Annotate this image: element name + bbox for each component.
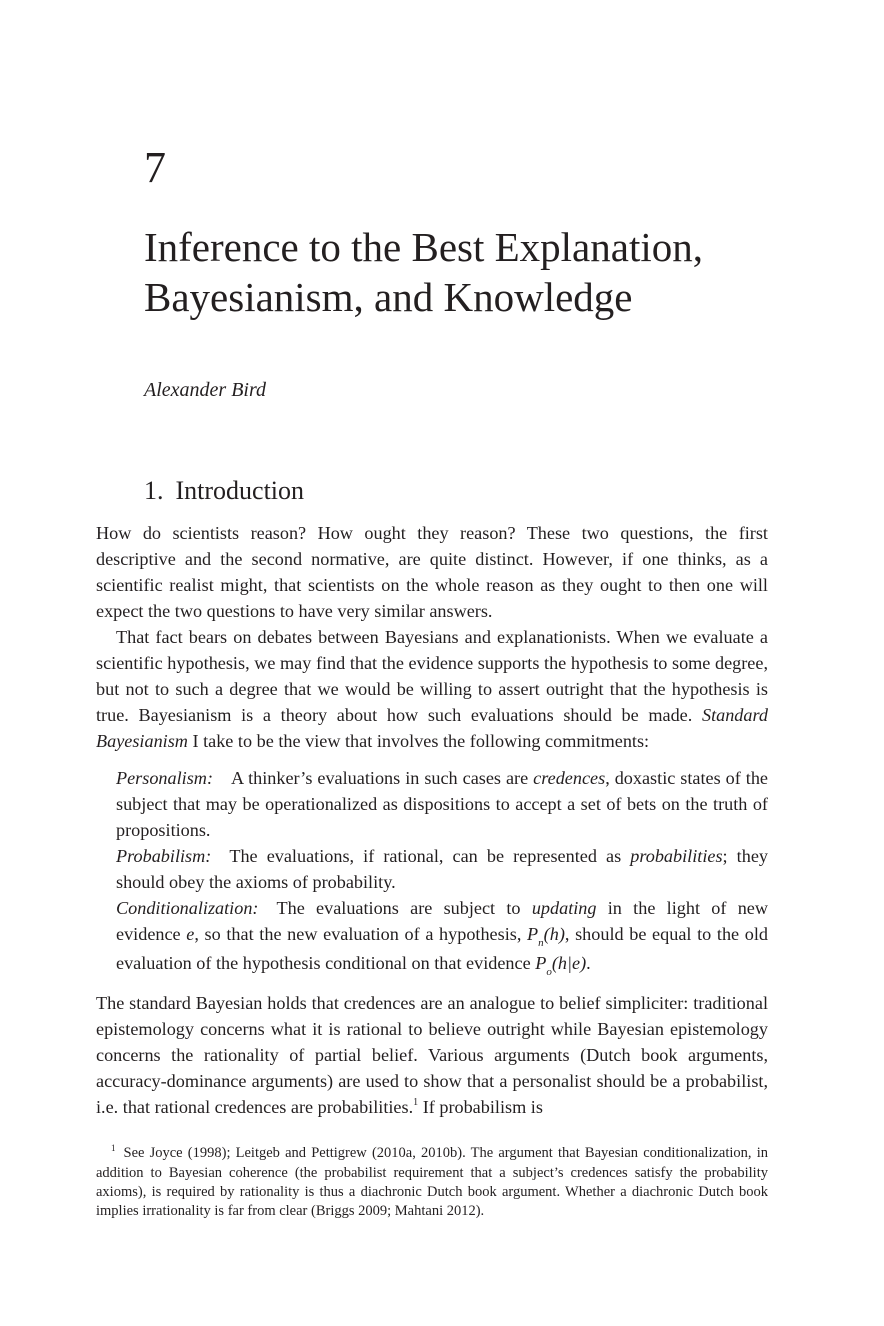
footnote-text: See Joyce (1998); Leitgeb and Pettigrew (2010a, 2010b). The argument that Bayesian conditionalization, in addition to Bayesian coherence (the probabilist requirement that a subject’s credences satisfy the probability axioms), is required by rationality is thus a diachronic Dutch book argument. Whether a diachronic Dutch book implies irrationality is far from clear (Briggs 2009; Mahtani 2012). xyxy=(96,1145,768,1219)
paragraph-3 xyxy=(96,990,768,1124)
probability-symbol: P xyxy=(527,924,539,944)
definition-emphasis: credences xyxy=(533,768,606,788)
footnote-1 xyxy=(96,1144,768,1221)
definition-emphasis: probabilities xyxy=(630,846,723,866)
definition-text: in the light of new evidence xyxy=(116,898,768,944)
author-name: Alexander Bird xyxy=(144,379,267,401)
definition-text: The evaluations, if rational, can be represented as xyxy=(229,846,631,866)
chapter-title xyxy=(144,222,784,322)
old-evaluation-argument: (h|e) xyxy=(551,953,587,973)
subscript-n: n xyxy=(538,937,544,949)
definition-personalism xyxy=(116,765,768,843)
definition-term: Conditionalization: xyxy=(116,898,259,918)
standard-bayesianism-term: Standard Bayesianism xyxy=(96,705,768,751)
definition-text: , doxastic states of the subject that may be operationalized as dispositions to accept a set of bets on the truth of propositions. xyxy=(116,768,769,840)
commitments-list xyxy=(116,765,768,979)
variable-e: e xyxy=(186,924,195,944)
definition-text: ; they should obey the axioms of probability. xyxy=(116,846,768,892)
definition-text: The evaluations are subject to xyxy=(276,898,532,918)
paragraph-2-tail: I take to be the view that involves the following commitments: xyxy=(187,731,650,751)
paragraph-2-text: That fact bears on debates between Bayesians and explanationists. When we evaluate a scientific hypothesis, we may find that the evidence supports the hypothesis to some degree, but not to such a degree that we would be willing to assert outright that the hypothesis is true. Bayesianism is a theory about how such evaluations should be made. xyxy=(96,627,768,725)
paragraph-3-tail: If probabilism is xyxy=(418,1097,543,1117)
chapter-number: 7 xyxy=(144,143,166,192)
footnote-reference[interactable]: 1 xyxy=(413,1097,419,1108)
chapter-title-line-1: Inference to the Best Explanation, xyxy=(144,224,703,270)
definition-text: A thinker’s evaluations in such cases are xyxy=(231,768,534,788)
section-title: Introduction xyxy=(175,476,305,505)
section-number: 1. xyxy=(144,476,164,505)
subscript-o: o xyxy=(546,966,552,978)
paragraph-3-text: The standard Bayesian holds that credences are an analogue to belief simpliciter: traditional epistemology concerns what it is rational to believe outright while Bayesian epistemology concerns the rationality of partial belief. Various arguments (Dutch book arguments, accuracy-dominance arguments) are used to show that a personalist should be a probabilist, i.e. that rational credences are probabilities. xyxy=(96,993,768,1117)
footnote-mark: 1 xyxy=(111,1143,116,1153)
definition-text: , should be equal to the old evaluation of the hypothesis conditional on that evidence xyxy=(116,924,768,973)
definition-term: Probabilism: xyxy=(116,846,212,866)
paragraph-1: How do scientists reason? How ought they reason? These two questions, the first descriptive and the second normative, are quite distinct. However, if one thinks, as a scientific realist might, that scientists on the whole reason as they ought to then one will expect the two questions to have very similar answers. xyxy=(96,523,768,621)
definition-conditionalization xyxy=(116,895,768,979)
probability-symbol: P xyxy=(535,953,547,973)
definition-term: Personalism: xyxy=(116,768,213,788)
definition-text: . xyxy=(586,953,591,973)
section-heading xyxy=(144,474,304,508)
definition-text: , so that the new evaluation of a hypothesis, xyxy=(194,924,528,944)
chapter-title-line-2: Bayesianism, and Knowledge xyxy=(144,274,633,320)
paragraph-2 xyxy=(96,624,768,754)
definition-emphasis: updating xyxy=(531,898,597,918)
footnotes xyxy=(96,1144,768,1221)
definition-probabilism xyxy=(116,843,768,895)
body-text xyxy=(96,520,768,1124)
new-evaluation-argument: (h) xyxy=(543,924,565,944)
